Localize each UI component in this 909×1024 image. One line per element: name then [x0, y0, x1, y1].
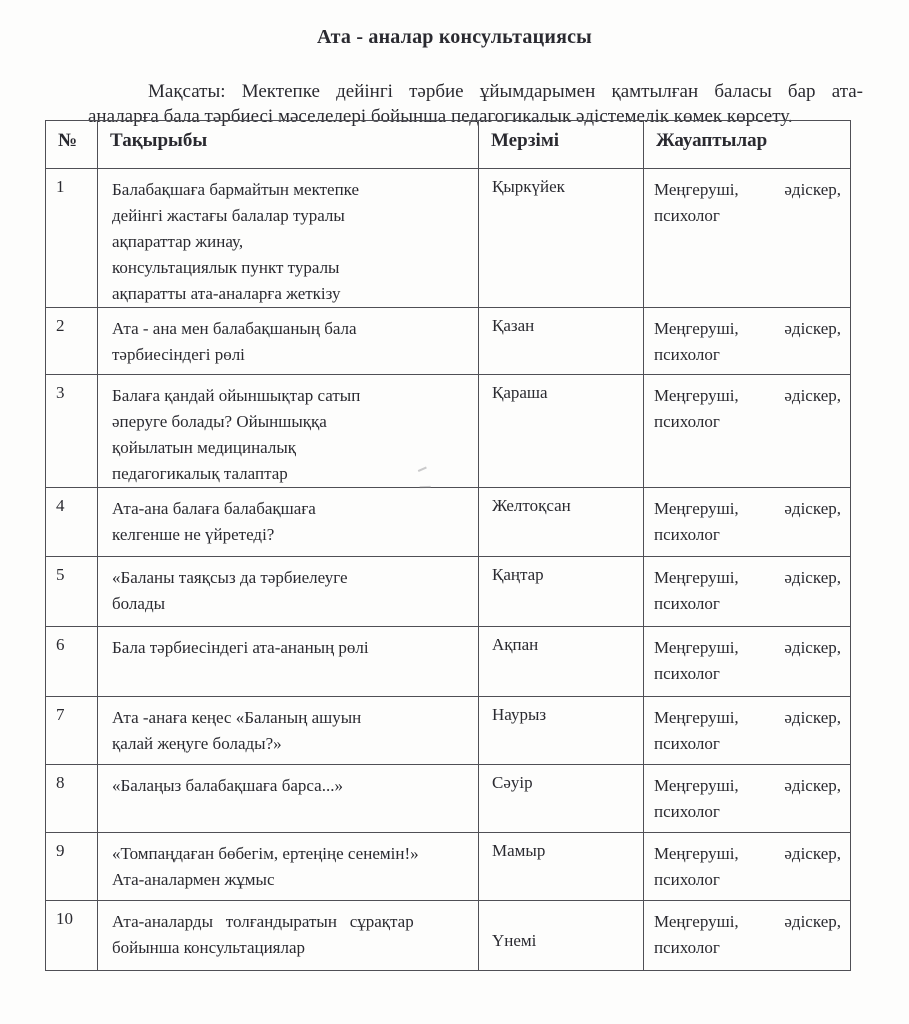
term-cell: Қаңтар — [479, 557, 644, 627]
term-cell: Ақпан — [479, 627, 644, 697]
responsible-role-2: әдіскер, — [784, 638, 841, 657]
row-number-cell: 8 — [46, 765, 98, 833]
term-cell: Қыркүйек — [479, 169, 644, 308]
topic-cell: Ата -анаға кеңес «Баланың ашуын қалай жеңуге болады?» — [98, 697, 479, 765]
topic-cell: Балаға қандай ойыншықтар сатып әперуге болады? Ойыншыққа қойылатын медициналық педагогикалық талаптар — [98, 375, 479, 488]
responsible-cell — [644, 169, 851, 308]
table-row — [46, 375, 851, 488]
responsible-role-1: Меңгеруші, — [654, 638, 739, 657]
responsible-cell — [644, 308, 851, 375]
row-number-cell: 9 — [46, 833, 98, 901]
responsible-role-3: психолог — [654, 938, 720, 957]
responsible-cell — [644, 488, 851, 557]
responsible-role-1: Меңгеруші, — [654, 568, 739, 587]
term-cell: Желтоқсан — [479, 488, 644, 557]
row-number-cell: 6 — [46, 627, 98, 697]
row-number-cell: 2 — [46, 308, 98, 375]
col-header-topic: Тақырыбы — [98, 121, 479, 169]
term-cell: Қараша — [479, 375, 644, 488]
term-cell: Мамыр — [479, 833, 644, 901]
table-row — [46, 833, 851, 901]
row-number-cell: 4 — [46, 488, 98, 557]
topic-cell: Балабақшаға бармайтын мектепке дейінгі жастағы балалар туралы ақпараттар жинау, консультациялык пункт туралы ақпаратты ата-аналарға жеткізу — [98, 169, 479, 308]
responsible-cell — [644, 627, 851, 697]
responsible-role-3: психолог — [654, 870, 720, 889]
table-row — [46, 627, 851, 697]
page-title: Ата - аналар консультациясы — [317, 26, 592, 48]
intro-line-2: аналарға бала тәрбиесі мәселелері бойынша педагогикалык әдістемелік көмек көрсету. — [88, 106, 793, 127]
responsible-role-2: әдіскер, — [784, 708, 841, 727]
table-row — [46, 901, 851, 971]
responsible-cell — [644, 697, 851, 765]
row-number-cell: 3 — [46, 375, 98, 488]
col-header-term: Мерзімі — [479, 121, 644, 169]
intro-line-1: Мақсаты: Мектепке дейінгі тәрбие ұйымдарымен қамтылған баласы бар ата- — [148, 81, 863, 102]
responsible-cell — [644, 901, 851, 971]
term-cell: Қазан — [479, 308, 644, 375]
table-row — [46, 308, 851, 375]
responsible-role-2: әдіскер, — [784, 180, 841, 199]
responsible-role-3: психолог — [654, 206, 720, 225]
responsible-role-2: әдіскер, — [784, 386, 841, 405]
responsible-role-1: Меңгеруші, — [654, 499, 739, 518]
table-row — [46, 557, 851, 627]
col-header-no: № — [46, 121, 98, 169]
responsible-role-3: психолог — [654, 664, 720, 683]
responsible-cell — [644, 557, 851, 627]
responsible-role-3: психолог — [654, 594, 720, 613]
responsible-cell — [644, 765, 851, 833]
topic-cell: «Томпаңдаған бөбегім, ертеңіңе сенемін!» Ата-аналармен жұмыс — [98, 833, 479, 901]
table-row — [46, 765, 851, 833]
table-header-row — [46, 121, 851, 169]
table-row — [46, 169, 851, 308]
responsible-role-3: психолог — [654, 525, 720, 544]
term-cell: Наурыз — [479, 697, 644, 765]
responsible-role-1: Меңгеруші, — [654, 319, 739, 338]
responsible-role-2: әдіскер, — [784, 499, 841, 518]
topic-cell: Ата-ана балаға балабақшаға келгенше не үйретеді? — [98, 488, 479, 557]
responsible-role-3: психолог — [654, 412, 720, 431]
topic-cell: Ата-аналарды толғандыратын сұрақтар бойынша консультациялар — [98, 901, 479, 971]
responsible-role-1: Меңгеруші, — [654, 708, 739, 727]
row-number-cell: 5 — [46, 557, 98, 627]
consultation-plan-table — [45, 120, 851, 971]
term-cell: Үнемі — [479, 901, 644, 971]
responsible-role-2: әдіскер, — [784, 568, 841, 587]
responsible-role-2: әдіскер, — [784, 912, 841, 931]
responsible-role-3: психолог — [654, 345, 720, 364]
term-cell: Сәуір — [479, 765, 644, 833]
topic-cell: «Баланы таяқсыз да тәрбиелеуге болады — [98, 557, 479, 627]
responsible-role-3: психолог — [654, 802, 720, 821]
table-row — [46, 488, 851, 557]
topic-cell: Ата - ана мен балабақшаның бала тәрбиесіндегі рөлі — [98, 308, 479, 375]
responsible-cell — [644, 833, 851, 901]
col-header-responsible: Жауаптылар — [644, 121, 851, 169]
responsible-role-2: әдіскер, — [784, 319, 841, 338]
row-number-cell: 10 — [46, 901, 98, 971]
responsible-cell — [644, 375, 851, 488]
row-number-cell: 7 — [46, 697, 98, 765]
table-row — [46, 697, 851, 765]
topic-cell: Бала тәрбиесіндегі ата-ананың рөлі — [98, 627, 479, 697]
responsible-role-2: әдіскер, — [784, 776, 841, 795]
responsible-role-2: әдіскер, — [784, 844, 841, 863]
responsible-role-3: психолог — [654, 734, 720, 753]
responsible-role-1: Меңгеруші, — [654, 180, 739, 199]
topic-cell: «Балаңыз балабақшаға барса...» — [98, 765, 479, 833]
responsible-role-1: Меңгеруші, — [654, 776, 739, 795]
responsible-role-1: Меңгеруші, — [654, 912, 739, 931]
responsible-role-1: Меңгеруші, — [654, 386, 739, 405]
row-number-cell: 1 — [46, 169, 98, 308]
responsible-role-1: Меңгеруші, — [654, 844, 739, 863]
